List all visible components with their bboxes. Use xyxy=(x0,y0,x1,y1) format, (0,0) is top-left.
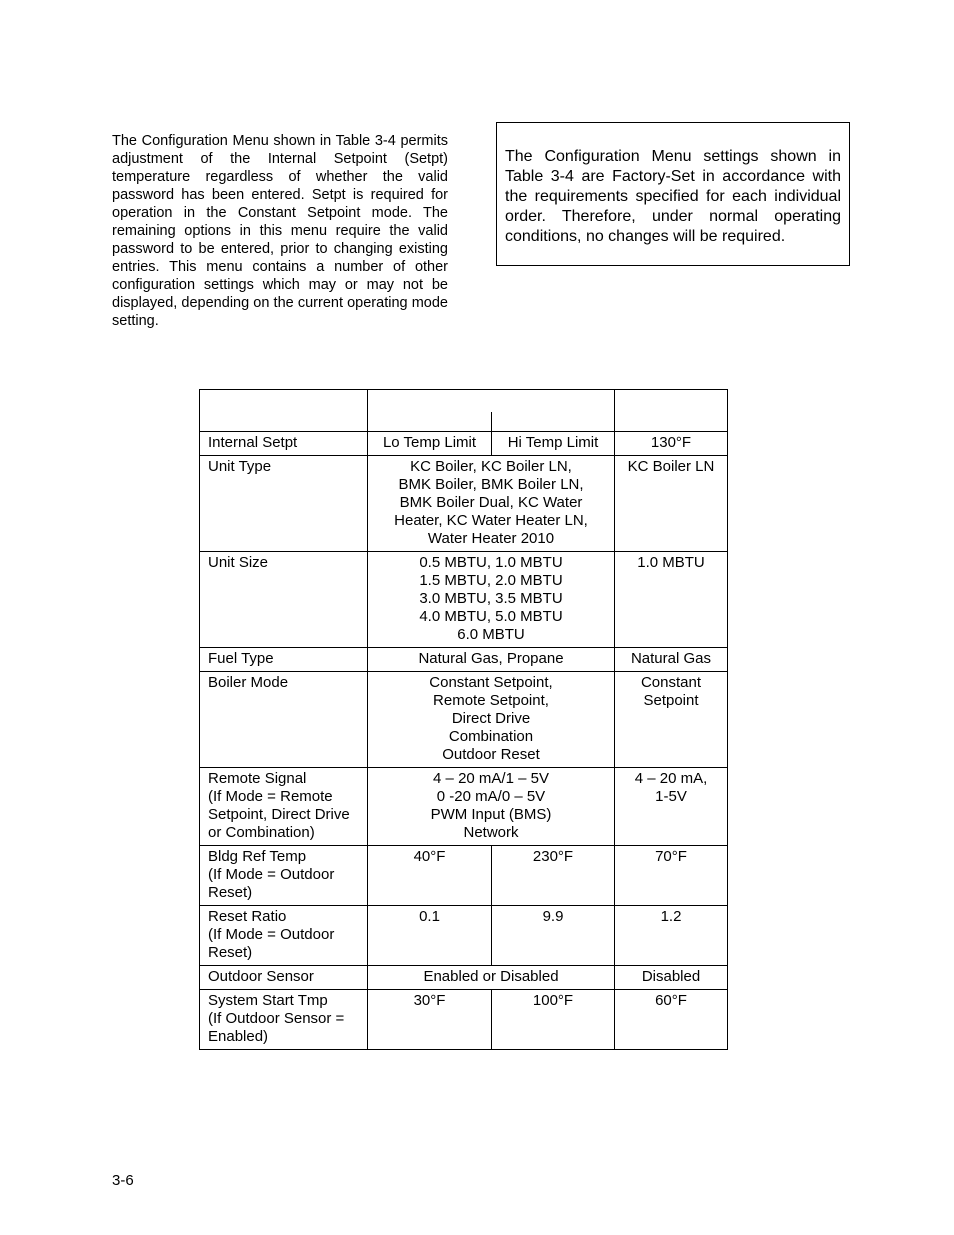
header-cell-name xyxy=(200,390,368,432)
setting-name-cell-line: (If Mode = Outdoor xyxy=(208,866,335,883)
setting-name-cell-line: Reset) xyxy=(208,944,253,961)
default-cell xyxy=(615,552,728,648)
setting-name-cell-line: Remote Signal xyxy=(208,770,307,787)
table-header-row xyxy=(200,390,728,432)
range-cell-line: 6.0 MBTU xyxy=(457,626,525,643)
min-cell xyxy=(368,846,492,906)
range-cell xyxy=(368,552,615,648)
default-cell xyxy=(615,672,728,768)
range-cell-line: PWM Input (BMS) xyxy=(430,806,552,823)
range-cell-line: Network xyxy=(463,824,519,841)
setting-name-cell xyxy=(200,432,368,456)
default-cell-line: 60°F xyxy=(655,992,687,1009)
setting-name-cell-line: (If Outdoor Sensor = xyxy=(208,1010,345,1027)
max-cell-line: 9.9 xyxy=(542,908,564,925)
setting-name-cell-line: Unit Size xyxy=(208,554,269,571)
table-row xyxy=(200,846,728,906)
min-cell-line: 0.1 xyxy=(419,908,440,925)
default-cell xyxy=(615,432,728,456)
min-cell-line: 30°F xyxy=(413,992,446,1009)
range-cell-line: Direct Drive xyxy=(451,710,531,727)
header-range-divider xyxy=(491,412,492,437)
header-cell-range xyxy=(368,390,615,432)
max-cell-line: Hi Temp Limit xyxy=(507,434,599,451)
setting-name-cell-line: Reset) xyxy=(208,884,253,901)
default-cell-line: Constant xyxy=(640,674,702,691)
default-cell-line: 70°F xyxy=(655,848,687,865)
range-cell-line: Enabled or Disabled xyxy=(423,968,559,985)
setting-name-cell xyxy=(200,906,368,966)
min-cell xyxy=(368,432,492,456)
default-cell-line: 130°F xyxy=(650,434,692,451)
table-row xyxy=(200,432,728,456)
setting-name-cell xyxy=(200,966,368,990)
setting-name-cell-line: or Combination) xyxy=(208,824,315,841)
default-cell xyxy=(615,906,728,966)
note-box xyxy=(496,122,850,266)
range-cell-line: 1.5 MBTU, 2.0 MBTU xyxy=(419,572,563,589)
default-cell xyxy=(615,456,728,552)
note-text: The Configuration Menu settings shown in Table 3-4 are Factory-Set in accordance with the requirements specified for each individual order. Therefore, under normal operating conditions, no changes will be required. xyxy=(505,148,841,245)
setting-name-cell-line: Reset Ratio xyxy=(208,908,287,925)
max-cell-line: 230°F xyxy=(532,848,574,865)
default-cell xyxy=(615,990,728,1050)
range-cell-line: Water Heater 2010 xyxy=(427,530,555,547)
setting-name-cell-line: Enabled) xyxy=(208,1028,269,1045)
setting-name-cell-line: Setpoint, Direct Drive xyxy=(208,806,350,823)
min-cell xyxy=(368,906,492,966)
max-cell xyxy=(492,906,615,966)
max-cell xyxy=(492,990,615,1050)
range-cell xyxy=(368,672,615,768)
default-cell xyxy=(615,966,728,990)
setting-name-cell xyxy=(200,768,368,846)
setting-name-cell-line: (If Mode = Outdoor xyxy=(208,926,335,943)
header-cell-default xyxy=(615,390,728,432)
range-cell xyxy=(368,456,615,552)
setting-name-cell-line: (If Mode = Remote xyxy=(208,788,333,805)
range-cell-line: Natural Gas, Propane xyxy=(418,650,564,667)
setting-name-cell-line: Unit Type xyxy=(208,458,272,475)
default-cell xyxy=(615,768,728,846)
setting-name-cell xyxy=(200,846,368,906)
setting-name-cell-line: Boiler Mode xyxy=(208,674,289,691)
table-row xyxy=(200,456,728,552)
table-row xyxy=(200,966,728,990)
range-cell-line: 3.0 MBTU, 3.5 MBTU xyxy=(419,590,563,607)
setting-name-cell-line: System Start Tmp xyxy=(208,992,328,1009)
default-cell-line: Setpoint xyxy=(643,692,699,709)
table-row xyxy=(200,648,728,672)
table-row xyxy=(200,906,728,966)
default-cell-line: KC Boiler LN xyxy=(627,458,715,475)
range-cell xyxy=(368,966,615,990)
range-cell-line: 4.0 MBTU, 5.0 MBTU xyxy=(419,608,563,625)
setting-name-cell-line: Fuel Type xyxy=(208,650,274,667)
setting-name-cell-line: Outdoor Sensor xyxy=(208,968,314,985)
range-cell-line: Outdoor Reset xyxy=(442,746,540,763)
default-cell xyxy=(615,846,728,906)
range-cell xyxy=(368,648,615,672)
default-cell-line: Natural Gas xyxy=(630,650,712,667)
range-cell-line: Remote Setpoint, xyxy=(433,692,549,709)
default-cell xyxy=(615,648,728,672)
setting-name-cell-line: Bldg Ref Temp xyxy=(208,848,307,865)
configuration-menu-table xyxy=(199,389,728,1050)
setting-name-cell xyxy=(200,648,368,672)
min-cell-line: Lo Temp Limit xyxy=(382,434,477,451)
page-number: 3-6 xyxy=(112,1172,134,1189)
range-cell xyxy=(368,768,615,846)
setting-name-cell-line: Internal Setpt xyxy=(208,434,298,451)
max-cell xyxy=(492,432,615,456)
range-cell-line: 0 -20 mA/0 – 5V xyxy=(436,788,546,805)
default-cell-line: 1-5V xyxy=(655,788,687,805)
range-cell-line: BMK Boiler, BMK Boiler LN, xyxy=(398,476,584,493)
default-cell-line: 1.2 xyxy=(660,908,682,925)
range-cell-line: Constant Setpoint, xyxy=(429,674,553,691)
max-cell xyxy=(492,846,615,906)
table-row xyxy=(200,552,728,648)
min-cell-line: 40°F xyxy=(413,848,446,865)
range-cell-line: KC Boiler, KC Boiler LN, xyxy=(410,458,572,475)
table-row xyxy=(200,768,728,846)
default-cell-line: 1.0 MBTU xyxy=(637,554,705,571)
range-cell-line: Heater, KC Water Heater LN, xyxy=(394,512,588,529)
max-cell-line: 100°F xyxy=(532,992,574,1009)
table-row xyxy=(200,672,728,768)
range-cell-line: 0.5 MBTU, 1.0 MBTU xyxy=(419,554,563,571)
range-cell-line: BMK Boiler Dual, KC Water xyxy=(399,494,583,511)
setting-name-cell xyxy=(200,990,368,1050)
min-cell xyxy=(368,990,492,1050)
default-cell-line: 4 – 20 mA, xyxy=(634,770,708,787)
table-row xyxy=(200,990,728,1050)
setting-name-cell xyxy=(200,672,368,768)
range-cell-line: 4 – 20 mA/1 – 5V xyxy=(433,770,549,787)
intro-paragraph: The Configuration Menu shown in Table 3-4 permits adjustment of the Internal Setpoint (Setpt) temperature regardless of whether the valid password has been entered. Setpt is required for operation in the Constant Setpoint mode. The remaining options in this menu require the valid password to be entered, prior to changing existing entries. This menu contains a number of other configuration settings which may or may not be displayed, depending on the current operating mode setting. xyxy=(112,133,448,329)
range-cell-line: Combination xyxy=(448,728,534,745)
setting-name-cell xyxy=(200,456,368,552)
setting-name-cell xyxy=(200,552,368,648)
default-cell-line: Disabled xyxy=(641,968,701,985)
